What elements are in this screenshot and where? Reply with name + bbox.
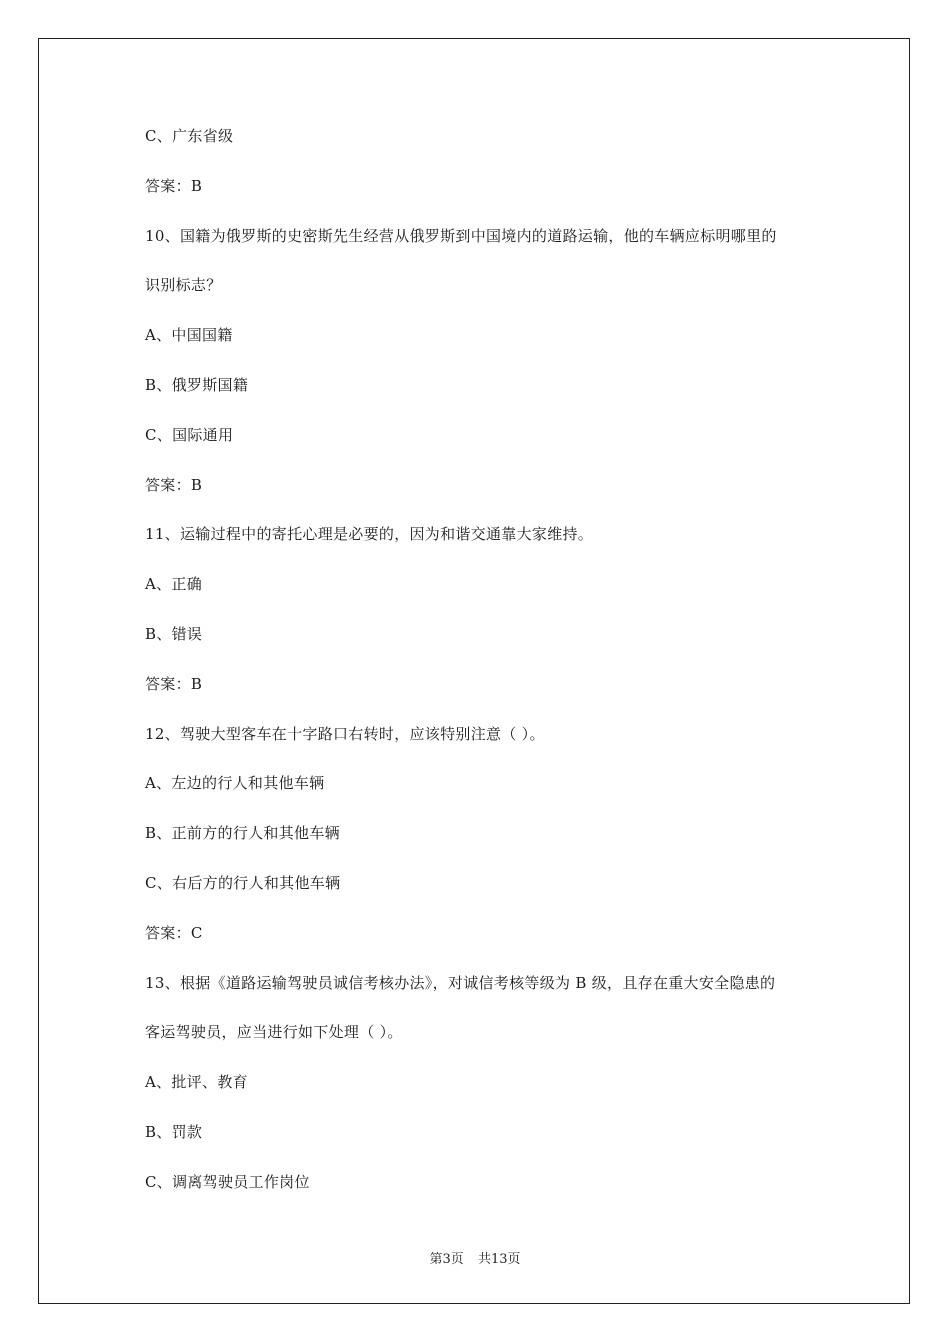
question-11: 11、运输过程中的寄托心理是必要的，因为和谐交通靠大家维持。: [145, 525, 594, 544]
option-a-q10: A、中国国籍: [145, 326, 233, 345]
page-footer: [0, 1248, 950, 1267]
answer-q12: 答案：C: [145, 923, 203, 942]
option-b-q10: B、俄罗斯国籍: [145, 375, 249, 394]
option-c-q9: C、广东省级: [145, 127, 234, 145]
document-body: [145, 126, 825, 1222]
option-a-q13: A、批评、教育: [145, 1073, 248, 1092]
answer-q9: 答案：B: [145, 176, 203, 195]
option-b-q12: B、正前方的行人和其他车辆: [145, 824, 340, 843]
answer-q11: 答案：B: [145, 674, 203, 693]
page-total: 共13页: [477, 1252, 521, 1267]
option-c-q10: C、国际通用: [145, 425, 234, 444]
option-a-q12: A、左边的行人和其他车辆: [145, 774, 325, 793]
question-10-line1: 10、国籍为俄罗斯的史密斯先生经营从俄罗斯到中国境内的道路运输，他的车辆应标明哪里的: [145, 226, 777, 245]
option-b-q11: B、错误: [145, 624, 203, 643]
answer-q10: 答案：B: [145, 475, 203, 494]
question-13-line1: 13、根据《道路运输驾驶员诚信考核办法》，对诚信考核等级为 B 级，且存在重大安全隐患的: [145, 973, 776, 992]
question-13-line2: 客运驾驶员，应当进行如下处理（ ）。: [145, 1023, 403, 1042]
option-c-q12: C、右后方的行人和其他车辆: [145, 873, 341, 892]
option-a-q11: A、正确: [145, 575, 203, 594]
question-10-line2: 识别标志？: [145, 276, 222, 295]
question-12: 12、驾驶大型客车在十字路口右转时，应该特别注意（ ）。: [145, 724, 545, 743]
option-c-q13: C、调离驾驶员工作岗位: [145, 1172, 310, 1191]
option-b-q13: B、罚款: [145, 1122, 203, 1141]
page-number: 第3页: [429, 1252, 464, 1267]
